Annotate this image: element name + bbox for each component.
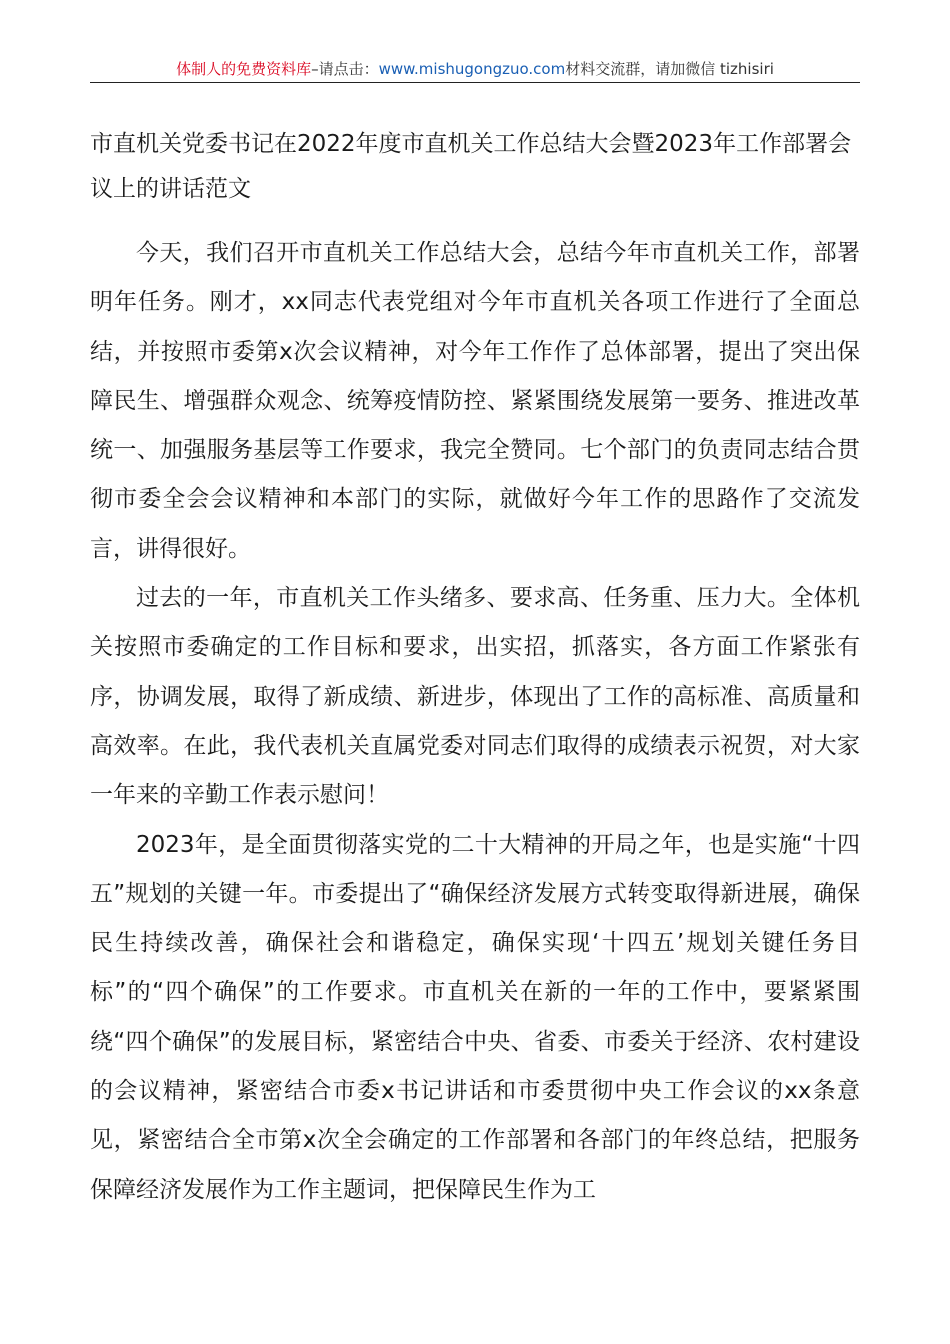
header-url-link[interactable]: www.mishugongzuo.com [378,60,566,78]
paragraph-2: 过去的一年，市直机关工作头绪多、要求高、任务重、压力大。全体机关按照市委确定的工作目标和要求，出实招，抓落实，各方面工作紧张有序，协调发展，取得了新成绩、新进步，体现出了工作的高标准、高质量和高效率。在此，我代表机关直属党委对同志们取得的成绩表示祝贺，对大家一年来的辛勤工作表示慰问！ [90,585,860,809]
header-divider [90,82,860,83]
header-prompt: –请点击： [311,60,379,78]
header-brand: 体制人的免费资料库 [176,60,312,78]
paragraph-1: 今天，我们召开市直机关工作总结大会，总结今年市直机关工作，部署明年任务。刚才，xx同志代表党组对今年市直机关各项工作进行了全面总结，并按照市委第x次会议精神，对今年工作作了总体部署，提出了突出保障民生、增强群众观念、统筹疫情防控、紧紧围绕发展第一要务、推进改革统一、加强服务基层等工作要求，我完全赞同。七个部门的负责同志结合贯彻市委全会会议精神和本部门的实际，就做好今年工作的思路作了交流发言，讲得很好。 [90,240,860,562]
document-title: 市直机关党委书记在2022年度市直机关工作总结大会暨2023年工作部署会议上的讲话范文 [90,131,852,202]
page-header [90,58,860,84]
paragraph-3: 2023年，是全面贯彻落实党的二十大精神的开局之年，也是实施“十四五”规划的关键一年。市委提出了“确保经济发展方式转变取得新进展，确保民生持续改善，确保社会和谐稳定，确保实现‘十四五’规划关键任务目标”的“四个确保”的工作要求。市直机关在新的一年的工作中，要紧紧围绕“四个确保”的发展目标，紧密结合中央、省委、市委关于经济、农村建设的会议精神，紧密结合市委x书记讲话和市委贯彻中央工作会议的xx条意见，紧密结合全市第x次全会确定的工作部署和各部门的年终总结，把服务保障经济发展作为工作主题词，把保障民生作为工 [90,831,860,1203]
document-body [90,229,860,1215]
header-contact: 材料交流群，请加微信 tizhisiri [565,60,774,78]
